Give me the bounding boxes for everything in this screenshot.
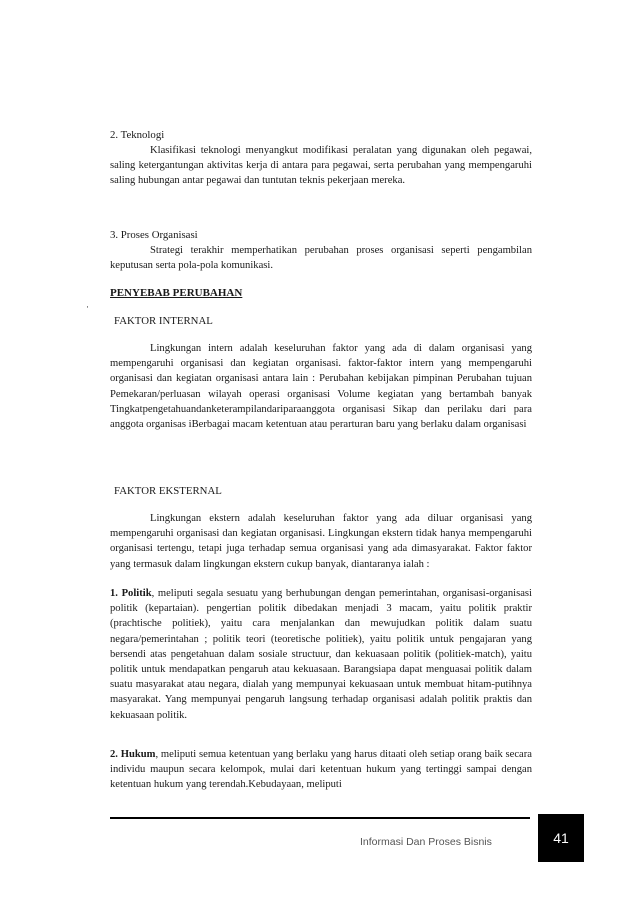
hukum-label: 2. Hukum — [110, 749, 156, 760]
internal-heading: FAKTOR INTERNAL — [114, 315, 213, 327]
paragraph-teknologi-text: Klasifikasi teknologi menyangkut modifikasi peralatan yang digunakan oleh pegawai, saling ketergantungan aktivitas kerja di antara para pegawai, serta perubahan yang mempengaruhi saling hubungan antar pegawai dan tuntutan teknis pekerjaan mereka. — [110, 145, 532, 187]
footer-title: Informasi Dan Proses Bisnis — [360, 836, 492, 848]
footer-divider — [110, 817, 530, 819]
paragraph-hukum — [110, 747, 532, 793]
paragraph-proses-organisasi — [110, 243, 532, 273]
stray-mark: · — [86, 302, 89, 312]
hukum-text: , meliputi semua ketentuan yang berlaku yang harus ditaati oleh setiap orang baik secara individu maupun secara kelompok, mulai dari ketentuan hukum yang tertinggi sampai dengan ketentuan hukum yang terendah.Kebudayaan, meliputi — [110, 749, 532, 791]
paragraph-internal-text: Lingkungan intern adalah keseluruhan faktor yang ada di dalam organisasi yang mempengaruhi organisasi dan kegiatan organisasi. faktor-faktor intern yang mempengaruhi organisasi dan kegiatan organisasi antara lain : Perubahan kebijakan pimpinan Perubahan tujuan Pemekaran/perluasan wilayah operasi organisasi Volume kegiatan yang bertambah banyak Tingkatpengetahuandanketerampilandariparaanggota organisasi Sikap dan perilaku dari para anggota organisas iBerbagai macam ketentuan atau perarturan baru yang berlaku dalam organisasi — [110, 343, 532, 431]
paragraph-proses-organisasi-text: Strategi terakhir memperhatikan perubahan proses organisasi seperti pengambilan keputusan serta pola-pola komunikasi. — [110, 245, 532, 272]
page-number-box — [538, 814, 584, 862]
page-number: 41 — [553, 830, 569, 846]
section-heading-proses-organisasi: 3. Proses Organisasi — [110, 229, 198, 241]
paragraph-internal — [110, 341, 532, 432]
paragraph-teknologi — [110, 143, 532, 189]
paragraph-external — [110, 511, 532, 572]
external-heading: FAKTOR EKSTERNAL — [114, 485, 222, 497]
politik-label: 1. Politik — [110, 588, 152, 599]
paragraph-external-text: Lingkungan ekstern adalah keseluruhan faktor yang ada diluar organisasi yang mempengaruhi organisasi dan kegiatan organisasi. Lingkungan ekstern tidak hanya mempengaruhi organisasi tertengu, tetapi juga terhadap semua organisasi yang ada dimasyarakat. Faktor faktor yang termasuk dalam lingkungan ekstern cukup banyak, diantaranya ialah : — [110, 513, 532, 570]
paragraph-politik — [110, 586, 532, 723]
cause-title: PENYEBAB PERUBAHAN — [110, 287, 243, 299]
politik-text: , meliputi segala sesuatu yang berhubungan dengan pemerintahan, organisasi-organisasi politik (kepartaian). pengertian politik dibedakan menjadi 3 macam, yaitu politik praktir (prachtische politiek), yaitu cara menjalankan dan mewujudkan politik dalam suatu negara/pemerintahan ; politik teori (teoretische politiek), yaitu politik untuk pengajaran yang bersendi atas pengetahuan dalam sosiale structuur, dan kekuasaan politik (politiek-match), yaitu politik untuk mendapatkan pengaruh atau kekuasaan. Barangsiapa dapat menguasai politik dalam suatu masyarakat atau negara, dialah yang mempunyai kekuasaan untuk membuat hitam-putihnya masyarakat. Yang mempunyai pengaruh langsung terhadap organisasi adalah politik praktis dan kekuasaan politik. — [110, 588, 532, 721]
section-heading-teknologi: 2. Teknologi — [110, 129, 165, 141]
